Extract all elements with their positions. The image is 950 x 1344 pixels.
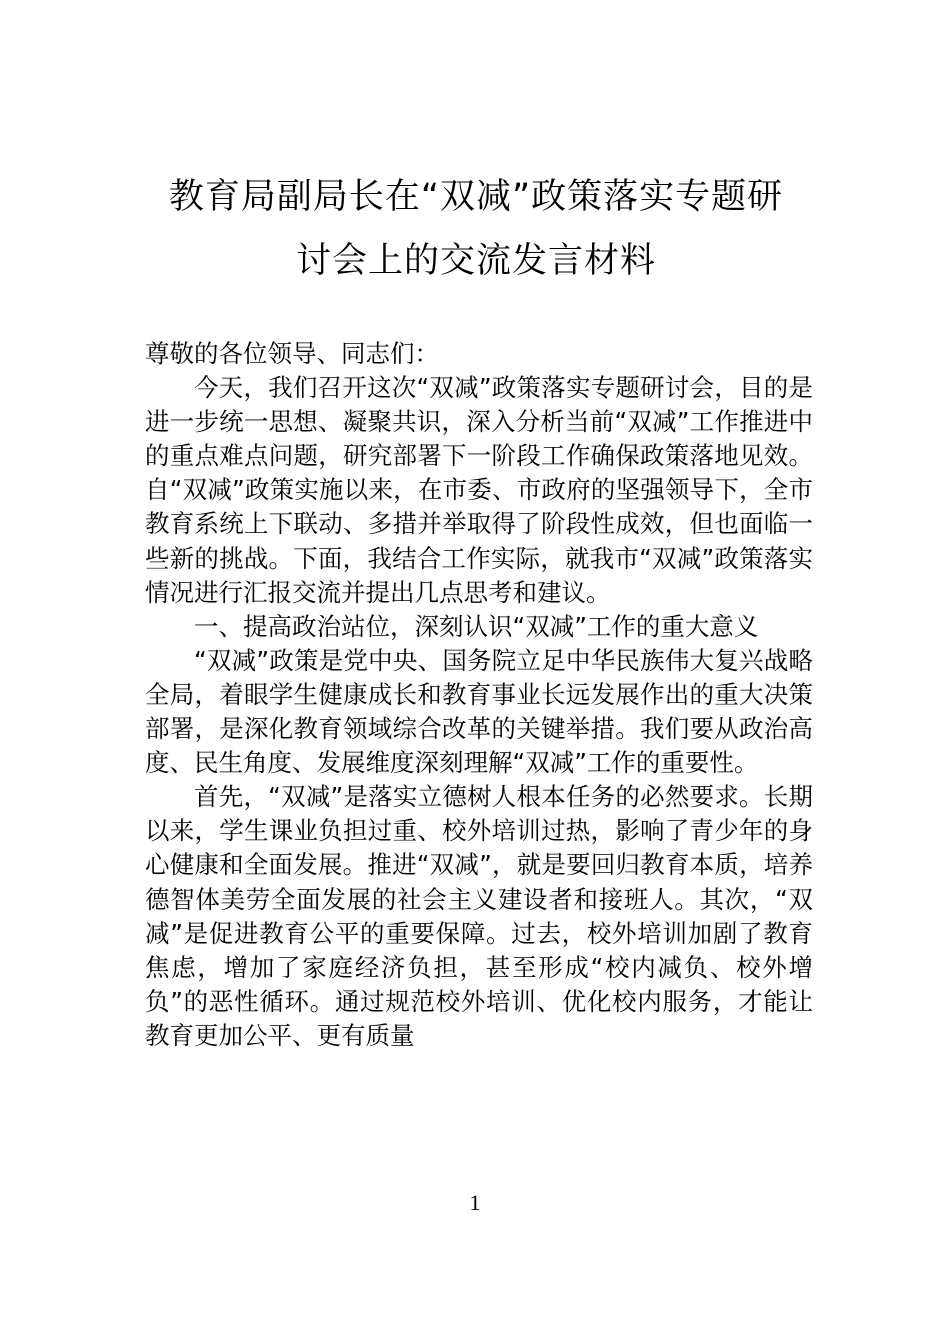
document-title (145, 165, 807, 293)
document-body (145, 337, 813, 1053)
paragraph-significance: “双减”政策是党中央、国务院立足中华民族伟大复兴战略全局，着眼学生健康成长和教育事业长远发展作出的重大决策部署，是深化教育领域综合改革的关键举措。我们要从政治高度、民生角度、发展维度深刻理解“双减”工作的重要性。 (145, 645, 813, 778)
section-heading-1: 一、提高政治站位，深刻认识“双减”工作的重大意义 (194, 611, 759, 641)
title-line-1: 教育局副局长在“双减”政策落实专题研 (168, 177, 784, 217)
paragraph-intro: 今天，我们召开这次“双减”政策落实专题研讨会，目的是进一步统一思想、凝聚共识，深入分析当前“双减”工作推进中的重点难点问题，研究部署下一阶段工作确保政策落地见效。自“双减”政策实施以来，在市委、市政府的坚强领导下，全市教育系统上下联动、多措并举取得了阶段性成效，但也面临一些新的挑战。下面，我结合工作实际，就我市“双减”政策落实情况进行汇报交流并提出几点思考和建议。 (145, 373, 813, 607)
paragraph-first-second: 首先，“双减”是落实立德树人根本任务的必然要求。长期以来，学生课业负担过重、校外培训过热，影响了青少年的身心健康和全面发展。推进“双减”，就是要回归教育本质，培养德智体美劳全面发展的社会主义建设者和接班人。其次，“双减”是促进教育公平的重要保障。过去，校外培训加剧了教育焦虑，增加了家庭经济负担，甚至形成“校内减负、校外增负”的恶性循环。通过规范校外培训、优化校内服务，才能让教育更加公平、更有质量 (145, 782, 813, 1050)
title-line-2: 讨会上的交流发言材料 (295, 241, 656, 281)
page-number: 1 (469, 1190, 481, 1215)
salutation: 尊敬的各位领导、同志们： (145, 339, 439, 368)
